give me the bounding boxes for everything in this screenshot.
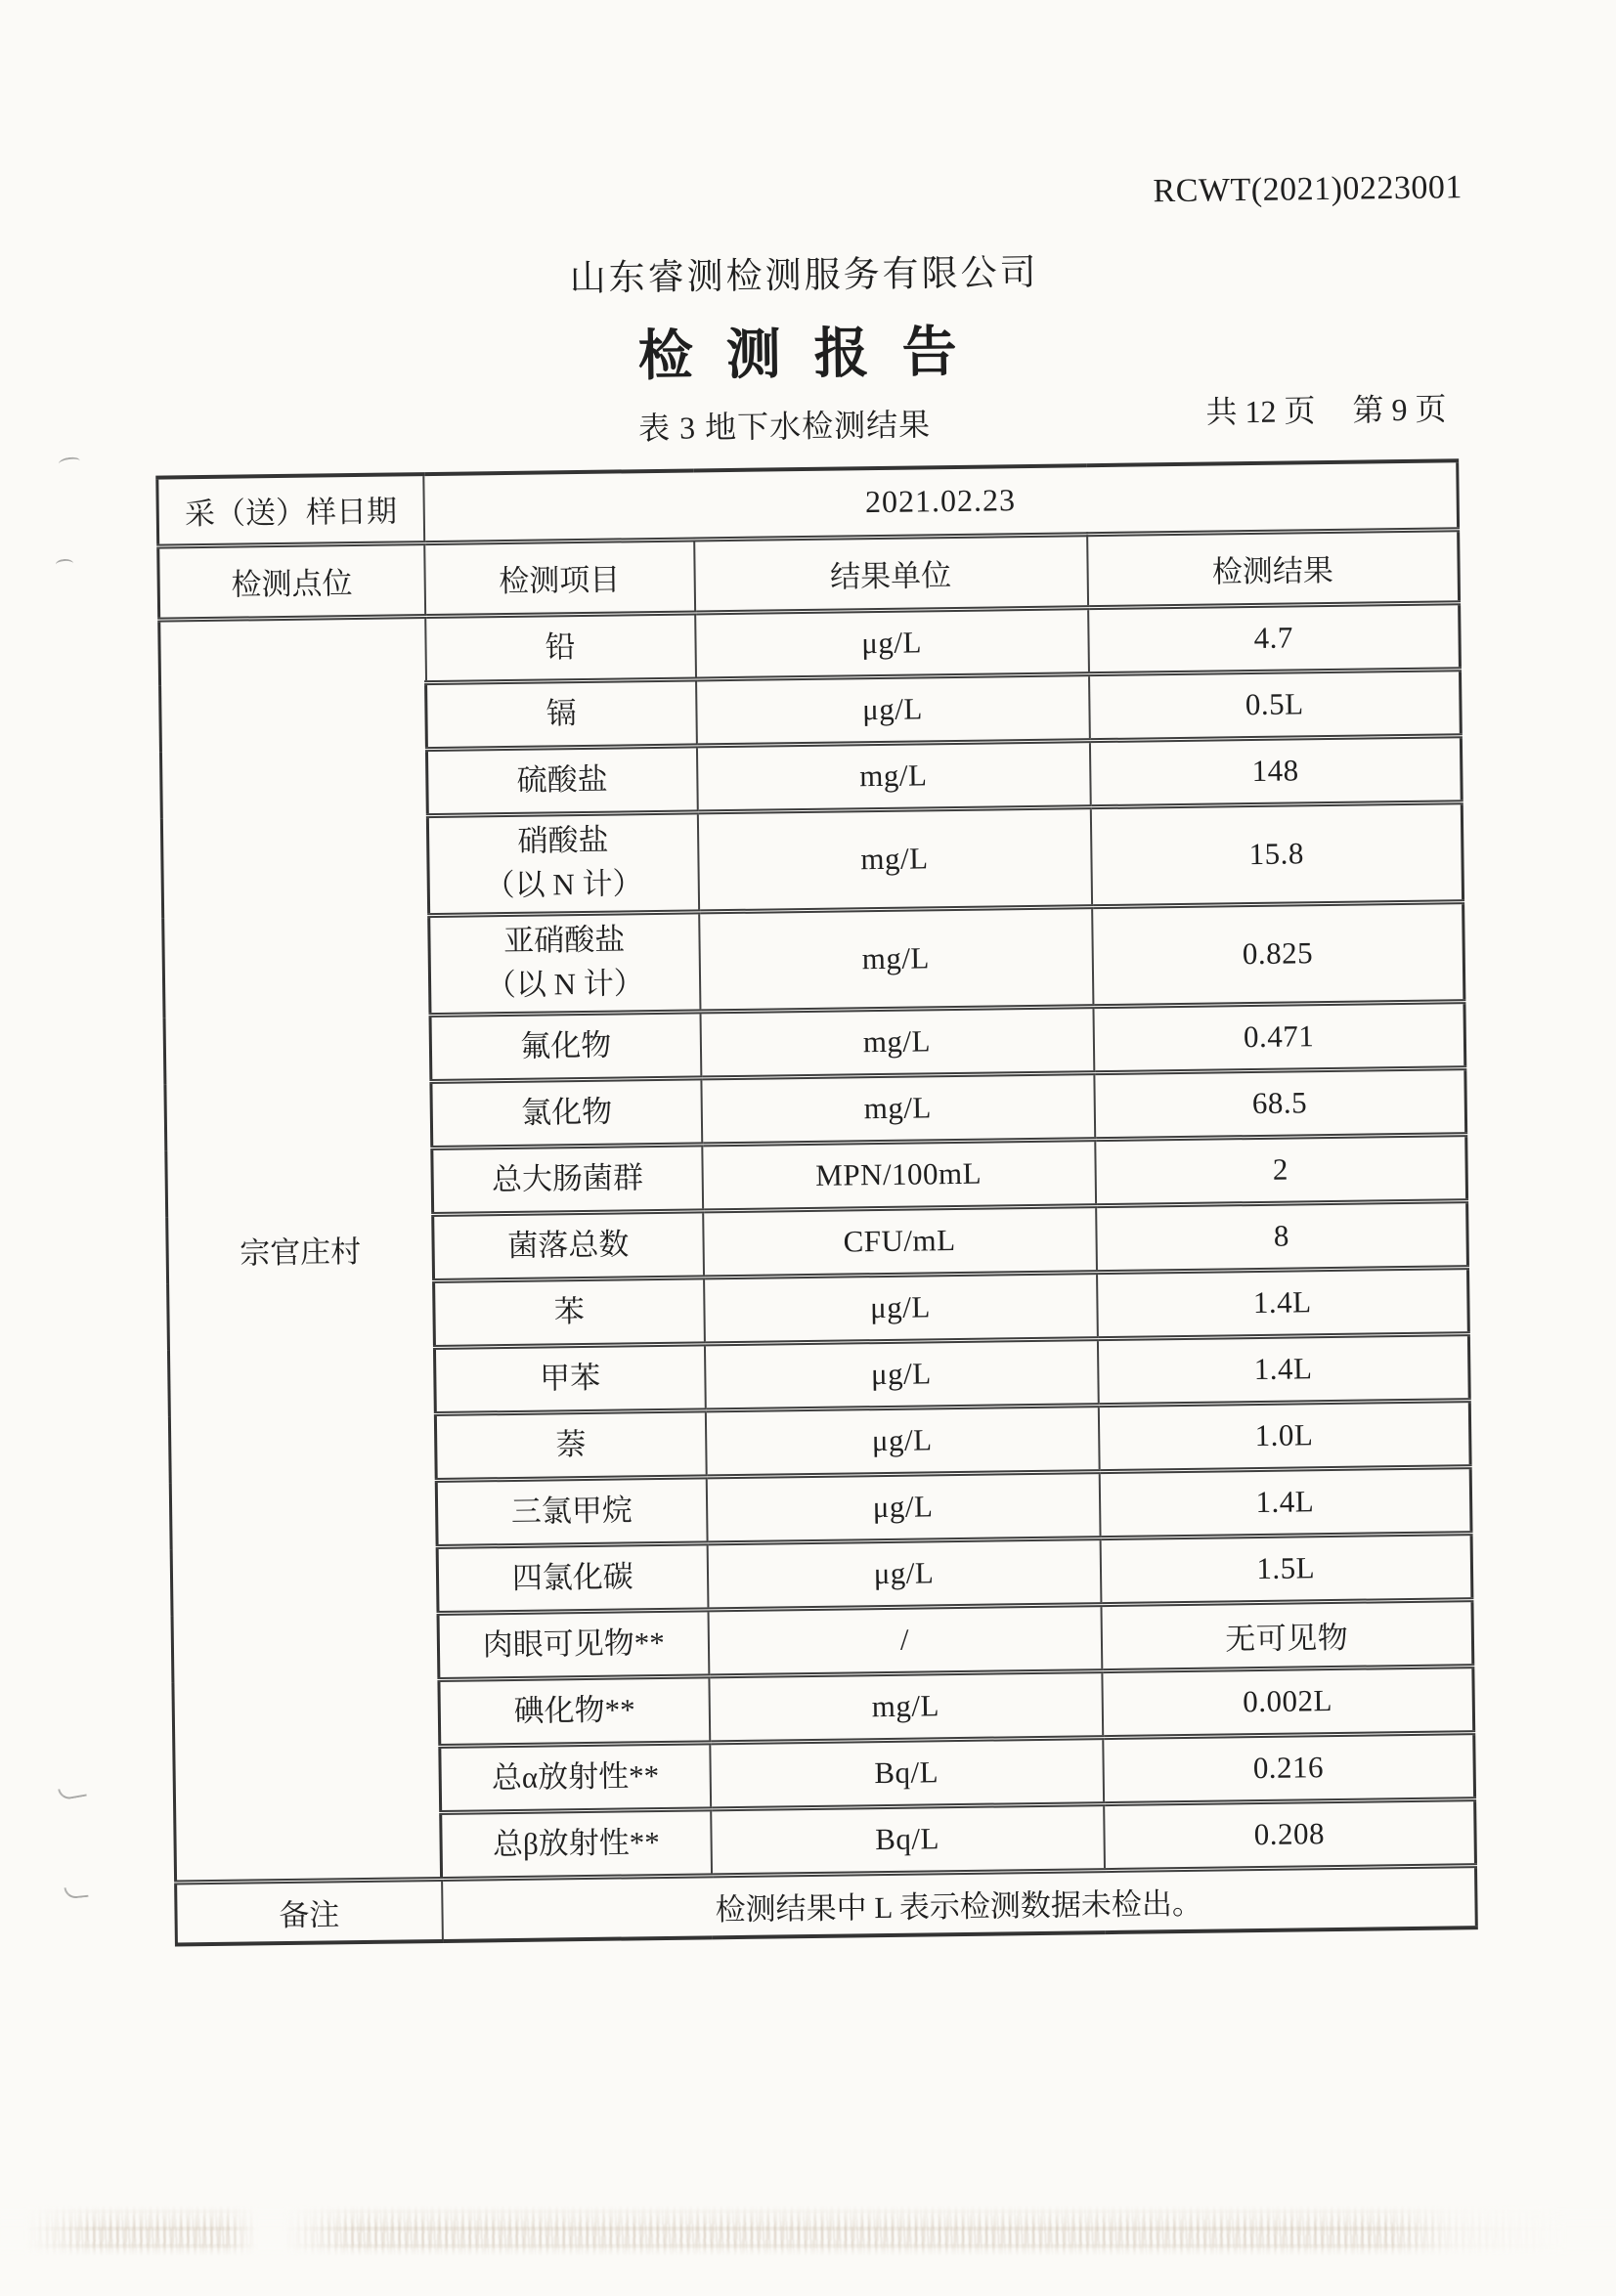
item-cell: 亚硝酸盐 （以 N 计） (429, 911, 700, 1015)
result-cell: 1.4L (1099, 1466, 1471, 1538)
item-cell: 菌落总数 (433, 1210, 704, 1280)
item-cell: 硝酸盐 （以 N 计） (427, 811, 698, 915)
unit-cell: mg/L (700, 1006, 1094, 1077)
unit-cell: / (708, 1604, 1102, 1675)
unit-cell: CFU/mL (703, 1205, 1097, 1277)
item-cell: 碘化物** (439, 1675, 710, 1746)
scanner-noise-band (0, 2205, 1616, 2256)
item-cell: 三氯甲烷 (436, 1476, 707, 1546)
item-cell: 总大肠菌群 (432, 1144, 703, 1214)
pagination (1205, 384, 1447, 432)
unit-cell: μg/L (695, 607, 1089, 678)
item-cell: 氟化物 (430, 1011, 701, 1081)
result-cell: 0.5L (1088, 669, 1461, 740)
result-cell: 68.5 (1094, 1067, 1466, 1139)
result-cell: 2 (1095, 1134, 1467, 1205)
result-cell: 无可见物 (1101, 1599, 1473, 1670)
company-name: 山东睿测检测服务有限公司 (569, 242, 1039, 301)
item-cell: 萘 (435, 1409, 706, 1480)
page-number: 第 9 页 (1352, 391, 1446, 427)
result-cell: 1.4L (1097, 1267, 1469, 1338)
item-cell: 总β放射性** (441, 1808, 712, 1879)
note-text-cell: 检测结果中 L 表示检测数据未检出。 (442, 1865, 1477, 1941)
report-title: 检测报告 (637, 309, 957, 391)
result-cell: 0.825 (1092, 901, 1464, 1006)
unit-cell: mg/L (699, 906, 1093, 1011)
unit-cell: mg/L (701, 1072, 1095, 1144)
result-cell: 148 (1089, 735, 1462, 806)
unit-cell: μg/L (706, 1471, 1100, 1542)
column-header-site: 检测点位 (158, 542, 425, 620)
unit-cell: μg/L (696, 673, 1090, 745)
table-caption: 表 3 地下水检测结果 (638, 400, 932, 449)
unit-cell: μg/L (705, 1405, 1099, 1476)
unit-cell: Bq/L (710, 1737, 1104, 1808)
unit-cell: μg/L (704, 1338, 1098, 1409)
result-cell: 0.002L (1102, 1666, 1474, 1737)
result-cell: 1.4L (1097, 1333, 1469, 1405)
unit-cell: μg/L (707, 1538, 1101, 1609)
result-cell: 1.5L (1100, 1533, 1472, 1604)
item-cell: 甲苯 (434, 1343, 705, 1413)
unit-cell: mg/L (696, 740, 1090, 811)
unit-cell: mg/L (697, 806, 1091, 911)
result-cell: 0.208 (1104, 1798, 1476, 1870)
column-header-unit: 结果单位 (694, 534, 1088, 612)
note-label-cell: 备注 (176, 1879, 443, 1945)
item-cell: 肉眼可见物** (438, 1609, 709, 1679)
item-cell: 氯化物 (431, 1077, 702, 1148)
item-cell: 四氯化碳 (437, 1542, 708, 1613)
results-table (155, 458, 1478, 1946)
result-cell: 15.8 (1090, 801, 1463, 906)
item-cell: 镉 (426, 678, 697, 749)
result-cell: 1.0L (1098, 1400, 1470, 1471)
item-cell: 硫酸盐 (426, 745, 697, 815)
sample-date-value-cell: 2021.02.23 (423, 460, 1459, 542)
unit-cell: mg/L (709, 1670, 1103, 1742)
column-header-result: 检测结果 (1087, 529, 1460, 607)
item-cell: 总α放射性** (440, 1742, 711, 1812)
site-cell: 宗官庄村 (159, 616, 442, 1882)
item-cell: 铅 (425, 612, 696, 682)
result-cell: 4.7 (1088, 602, 1461, 673)
sample-date-label-cell: 采（送）样日期 (157, 474, 424, 546)
column-header-item: 检测项目 (424, 539, 695, 616)
result-cell: 0.471 (1093, 1001, 1465, 1072)
unit-cell: μg/L (704, 1272, 1098, 1343)
report-number: RCWT(2021)0223001 (1153, 169, 1463, 210)
page-count: 共 12 页 (1205, 393, 1315, 429)
unit-cell: MPN/100mL (702, 1139, 1096, 1210)
result-cell: 8 (1096, 1200, 1468, 1272)
unit-cell: Bq/L (711, 1803, 1105, 1875)
result-cell: 0.216 (1103, 1732, 1475, 1803)
item-cell: 苯 (434, 1277, 705, 1347)
